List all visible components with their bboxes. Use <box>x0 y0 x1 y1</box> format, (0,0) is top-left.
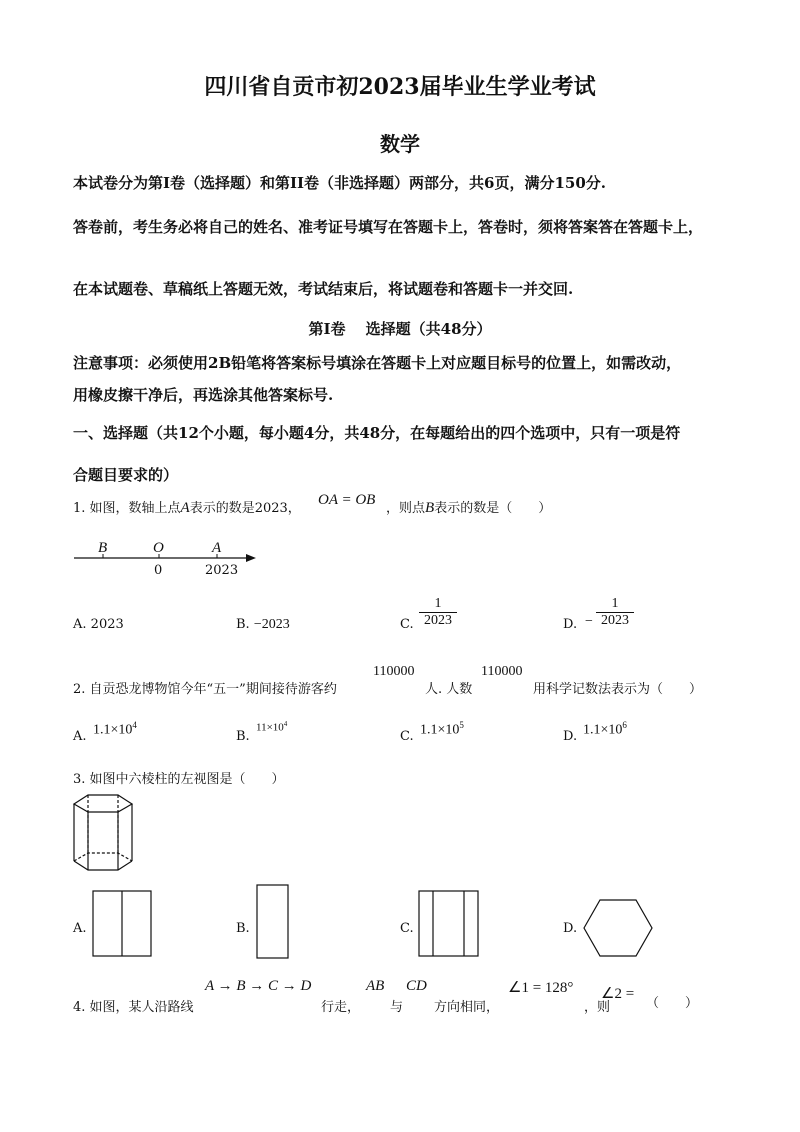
option-label: B. <box>236 617 250 632</box>
q1-option-c-label: C. <box>400 617 414 632</box>
instruction-line-3: 在本试题卷、草稿纸上答题无效，考试结束后，将试题卷和答题卡一并交回. <box>73 280 574 298</box>
sci-base: 1.1×10 <box>583 722 623 738</box>
fraction-numerator: 1 <box>596 596 634 613</box>
q3-option-d-label: D. <box>563 921 578 936</box>
sci-exponent: 6 <box>622 720 627 730</box>
q1-var-b: B <box>425 500 435 516</box>
q1-text-b: 表示的数是2023， <box>189 501 301 516</box>
q1-formula: OA = OB <box>318 492 376 508</box>
sci-exponent: 5 <box>459 720 464 730</box>
q1-option-d-sign: − <box>585 614 593 629</box>
q2-text-b: 人. 人数 <box>425 682 473 697</box>
point-b-label: B <box>98 540 108 556</box>
q1-option-c-fraction <box>419 596 457 629</box>
hexagonal-prism-figure <box>68 792 138 874</box>
view-outline <box>257 885 288 958</box>
q2-option-d-value <box>583 720 627 739</box>
point-o-label: O <box>153 540 164 556</box>
q4-segment-cd: CD <box>406 978 427 994</box>
sci-base: 1.1×10 <box>420 722 460 738</box>
q3-option-b-figure <box>256 884 290 960</box>
q1-option-a <box>73 617 124 632</box>
q4-path: A → B → C → D <box>205 978 312 994</box>
q4-text-d: 方向相同， <box>434 1000 500 1015</box>
page-title: 四川省自贡市初2023届毕业生学业考试 <box>204 74 596 100</box>
tick-label-2023: 2023 <box>205 563 239 578</box>
sci-base: 11×10 <box>256 721 284 734</box>
q2-option-a-label: A. <box>73 729 87 744</box>
q2-option-a-value <box>93 720 137 739</box>
q3-option-b-label: B. <box>236 921 250 936</box>
prism-bottom-hidden <box>74 853 132 861</box>
view-outline <box>419 891 478 956</box>
fraction-denominator: 2023 <box>601 613 629 628</box>
q1-option-b <box>236 617 290 633</box>
sci-base: 1.1×10 <box>93 722 133 738</box>
q2-number-2: 110000 <box>481 664 523 679</box>
q1-text-c: ，则点 <box>386 501 426 516</box>
q1-var-a: A <box>180 500 190 516</box>
arrow-icon <box>246 554 256 562</box>
tick-label-0: 0 <box>154 563 163 578</box>
instruction-line-2: 答卷前，考生务必将自己的姓名、准考证号填写在答题卡上，答卷时，须将答案答在答题卡上， <box>73 218 704 236</box>
q4-text-f: （ ） <box>646 996 699 1011</box>
notice-line-2: 用橡皮擦干净后，再选涂其他答案标号. <box>73 386 334 404</box>
q3-option-c-label: C. <box>400 921 414 936</box>
option-value: 2023 <box>90 617 124 632</box>
option-label: A. <box>73 617 87 632</box>
q1-stem-end <box>386 497 551 517</box>
q2-option-d-label: D. <box>563 729 578 744</box>
q2-text-c: 用科学记数法表示为（ ） <box>533 682 703 697</box>
q3-option-c-figure <box>418 890 480 958</box>
q4-text-b: 行走， <box>321 1000 361 1015</box>
q4-angle-2: ∠2 = <box>601 986 635 1002</box>
notice-line-1: 注意事项：必须使用2B铅笔将答案标号填涂在答题卡上对应题目标号的位置上，如需改动， <box>73 354 682 372</box>
q2-option-b-value <box>256 720 287 734</box>
q3-option-a-label: A. <box>73 921 87 936</box>
fraction-denominator: 2023 <box>424 613 452 628</box>
option-value: −2023 <box>253 617 290 632</box>
prism-top-face <box>74 795 132 812</box>
part-heading-2: 合题目要求的） <box>73 466 179 484</box>
part-heading-1: 一、选择题（共12个小题，每小题4分，共48分，在每题给出的四个选项中，只有一项是符 <box>73 424 681 442</box>
q4-angle-1: ∠1 = 128° <box>508 980 574 996</box>
q4-text-a: 4. 如图，某人沿路线 <box>73 1000 194 1015</box>
q2-text-a: 2. 自贡恐龙博物馆今年“五一”期间接待游客约 <box>73 682 337 697</box>
q3-option-a-figure <box>92 890 154 958</box>
q3-text: 3. 如图中六棱柱的左视图是（ ） <box>73 772 285 787</box>
instruction-line-1: 本试卷分为第I卷（选择题）和第II卷（非选择题）两部分，共6页，满分150分. <box>73 174 607 192</box>
q1-text-a: 1. 如图，数轴上点 <box>73 501 181 516</box>
point-a-label: A <box>212 540 222 556</box>
q4-text-e: ，则 <box>584 1000 611 1015</box>
q2-option-c-value <box>420 720 464 739</box>
q2-option-b-label: B. <box>236 729 250 744</box>
q1-text-d: 表示的数是（ ） <box>434 501 552 516</box>
q1-stem <box>73 497 301 517</box>
section-heading: 第I卷 选择题（共48分） <box>308 320 492 338</box>
q4-text-c: 与 <box>390 1000 404 1015</box>
q4-segment-ab: AB <box>366 978 385 994</box>
sci-exponent: 4 <box>283 720 288 728</box>
fraction-numerator: 1 <box>419 596 457 613</box>
q2-option-c-label: C. <box>400 729 414 744</box>
q3-option-d-figure <box>582 898 654 960</box>
prism-bottom-front <box>74 861 132 870</box>
sci-exponent: 4 <box>132 720 137 730</box>
page-subtitle: 数学 <box>380 132 420 156</box>
q2-number-1: 110000 <box>373 664 415 679</box>
q1-option-d-label: D. <box>563 617 578 632</box>
hexagon-view <box>584 900 652 956</box>
q1-option-d-fraction <box>596 596 634 629</box>
